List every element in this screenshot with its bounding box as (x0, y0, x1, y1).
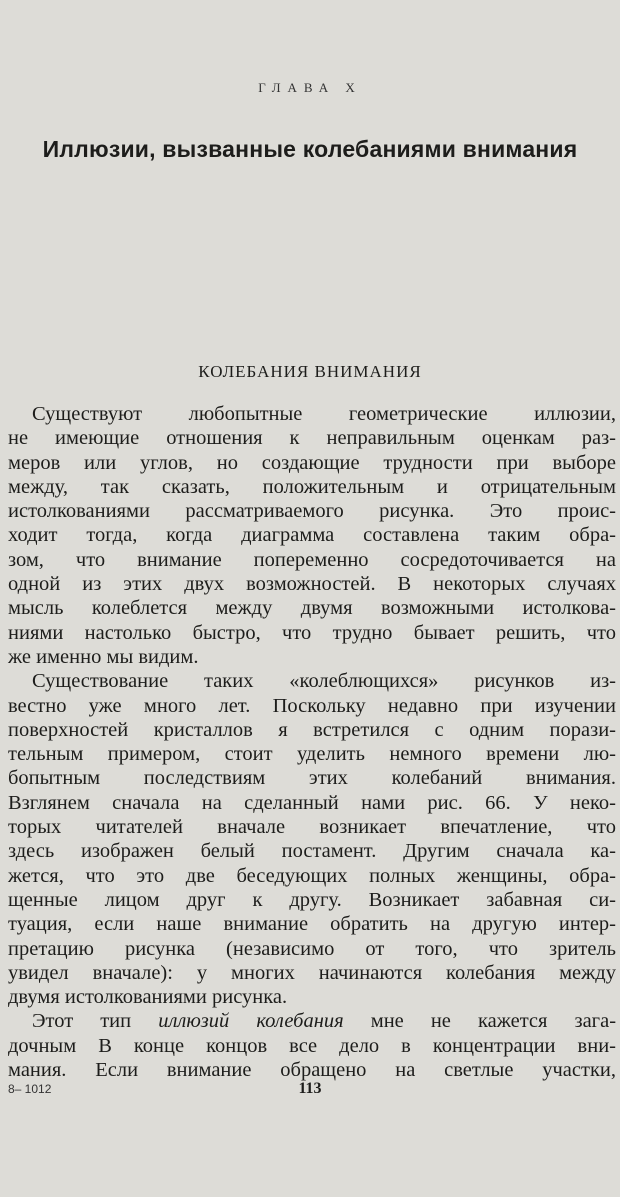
text-line: здесь изображен белый постамент. Другим сначала ка- (8, 840, 616, 863)
text-line: ходит тогда, когда диаграмма составлена таким обра- (8, 524, 616, 547)
italic-term: иллюзий колебания (158, 1010, 344, 1033)
paragraph-1 (8, 402, 616, 669)
text-line: ниями настолько быстро, что трудно бывает решить, что (8, 621, 616, 644)
text-line: же именно мы видим. (8, 645, 199, 668)
text-line: истолкованиями рассматриваемого рисунка. Это проис- (8, 500, 616, 523)
printer-signature: 8– 1012 (8, 1082, 52, 1096)
paragraph-3 (8, 1009, 616, 1082)
body-text (8, 402, 616, 1082)
chapter-title: Иллюзии, вызванные колебаниями внимания (42, 136, 578, 162)
text-line: поверхностей кристаллов я встретился с одним порази- (8, 718, 616, 741)
text-line: бопытным последствиям этих колебаний внимания. (8, 767, 616, 790)
text-line: Взглянем сначала на сделанный нами рис. 66. У неко- (8, 791, 616, 814)
text-run: мне не кажется зага- (343, 1010, 617, 1033)
text-line: Существование таких «колеблющихся» рисунков из- (32, 670, 616, 693)
text-line: мания. Если внимание обращено на светлые участки, (8, 1059, 616, 1082)
paragraph-2 (8, 669, 616, 1009)
text-run: Этот тип (32, 1010, 159, 1033)
text-line: меров или углов, но создающие трудности при выборе (8, 451, 616, 474)
text-line (8, 1009, 616, 1033)
text-line: щенные лицом друг к другу. Возникает забавная си- (8, 888, 616, 911)
chapter-label: ГЛАВА X (258, 80, 362, 95)
text-line: торых читателей вначале возникает впечатление, что (8, 816, 616, 839)
page-number: 113 (298, 1080, 322, 1097)
text-line: одной из этих двух возможностей. В некоторых случаях (8, 573, 616, 596)
text-line: зом, что внимание попеременно сосредоточивается на (8, 548, 616, 571)
section-heading: КОЛЕБАНИЯ ВНИМАНИЯ (198, 362, 422, 381)
text-line: жется, что это две беседующих полных женщины, обра- (8, 864, 616, 887)
text-line: туация, если наше внимание обратить на другую интер- (8, 913, 616, 936)
text-line: претацию рисунка (независимо от того, что зритель (8, 937, 616, 960)
text-line: мысль колеблется между двумя возможными истолкова- (8, 597, 616, 620)
text-line: двумя истолкованиями рисунка. (8, 986, 288, 1009)
text-line: Существуют любопытные геометрические иллюзии, (32, 403, 616, 425)
text-line: дочным В конце концов все дело в концентрации вни- (8, 1034, 616, 1057)
text-line: вестно уже много лет. Поскольку недавно при изучении (8, 694, 616, 717)
text-line: между, так сказать, положительным и отрицательным (8, 475, 616, 498)
text-line: не имеющие отношения к неправильным оценкам раз- (8, 427, 616, 450)
text-line: тельным примером, стоит уделить немного времени лю- (8, 743, 616, 766)
text-line: увидел вначале): у многих начинаются колебания между (8, 961, 616, 984)
